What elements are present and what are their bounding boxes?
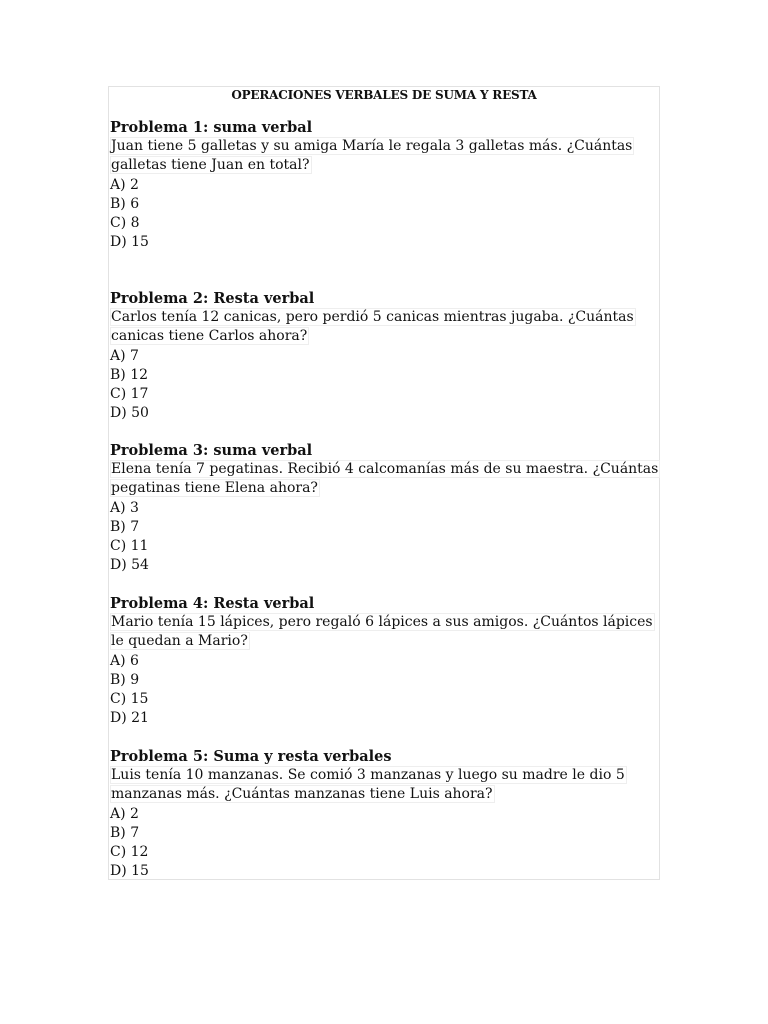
answer-option: C) 12 bbox=[110, 844, 149, 861]
problem-1 bbox=[110, 118, 658, 252]
problem-text-line: Mario tenía 15 lápices, pero regaló 6 lápices a sus amigos. ¿Cuántos lápices bbox=[111, 614, 653, 631]
answer-option: D) 50 bbox=[110, 405, 149, 422]
problem-text-line: pegatinas tiene Elena ahora? bbox=[111, 480, 318, 497]
problem-2 bbox=[110, 289, 658, 423]
answer-option: B) 7 bbox=[110, 824, 140, 841]
problem-5 bbox=[110, 747, 658, 881]
answer-option: C) 11 bbox=[110, 538, 149, 555]
answer-option: C) 15 bbox=[110, 691, 149, 708]
answer-options bbox=[110, 805, 658, 882]
problem-text-line: galletas tiene Juan en total? bbox=[111, 157, 310, 174]
problem-text-line: Luis tenía 10 manzanas. Se comió 3 manzanas y luego su madre le dio 5 bbox=[111, 767, 625, 784]
answer-option: C) 17 bbox=[110, 386, 149, 403]
problem-text-line: Juan tiene 5 galletas y su amiga María le regala 3 galletas más. ¿Cuántas bbox=[111, 138, 633, 155]
problem-text-line: le quedan a Mario? bbox=[111, 633, 248, 650]
answer-option: A) 7 bbox=[110, 347, 139, 364]
answer-option: A) 3 bbox=[110, 499, 139, 516]
problem-title: Problema 5: Suma y resta verbales bbox=[110, 748, 392, 765]
answer-options bbox=[110, 499, 658, 576]
problem-3 bbox=[110, 441, 658, 575]
problem-text-line: Carlos tenía 12 canicas, pero perdió 5 canicas mientras jugaba. ¿Cuántas bbox=[111, 309, 634, 326]
problem-title: Problema 4: Resta verbal bbox=[110, 595, 315, 612]
answer-option: B) 7 bbox=[110, 518, 140, 535]
answer-option: D) 54 bbox=[110, 557, 149, 574]
answer-option: D) 15 bbox=[110, 234, 149, 251]
answer-option: B) 6 bbox=[110, 195, 140, 212]
problem-text-line: Elena tenía 7 pegatinas. Recibió 4 calcomanías más de su maestra. ¿Cuántas bbox=[111, 461, 659, 478]
problem-title: Problema 2: Resta verbal bbox=[110, 290, 315, 307]
answer-option: A) 2 bbox=[110, 805, 139, 822]
problem-text-line: manzanas más. ¿Cuántas manzanas tiene Luis ahora? bbox=[111, 786, 493, 803]
document-title: OPERACIONES VERBALES DE SUMA Y RESTA bbox=[231, 88, 537, 102]
answer-option: D) 21 bbox=[110, 710, 149, 727]
answer-options bbox=[110, 347, 658, 424]
problem-4 bbox=[110, 594, 658, 728]
answer-option: C) 8 bbox=[110, 215, 140, 232]
answer-option: D) 15 bbox=[110, 863, 149, 880]
answer-option: B) 9 bbox=[110, 671, 140, 688]
problem-title: Problema 1: suma verbal bbox=[110, 119, 313, 136]
problem-title: Problema 3: suma verbal bbox=[110, 442, 313, 459]
answer-option: A) 2 bbox=[110, 176, 139, 193]
problem-text-line: canicas tiene Carlos ahora? bbox=[111, 328, 308, 345]
answer-options bbox=[110, 652, 658, 729]
answer-options bbox=[110, 176, 658, 253]
answer-option: A) 6 bbox=[110, 652, 139, 669]
answer-option: B) 12 bbox=[110, 366, 149, 383]
